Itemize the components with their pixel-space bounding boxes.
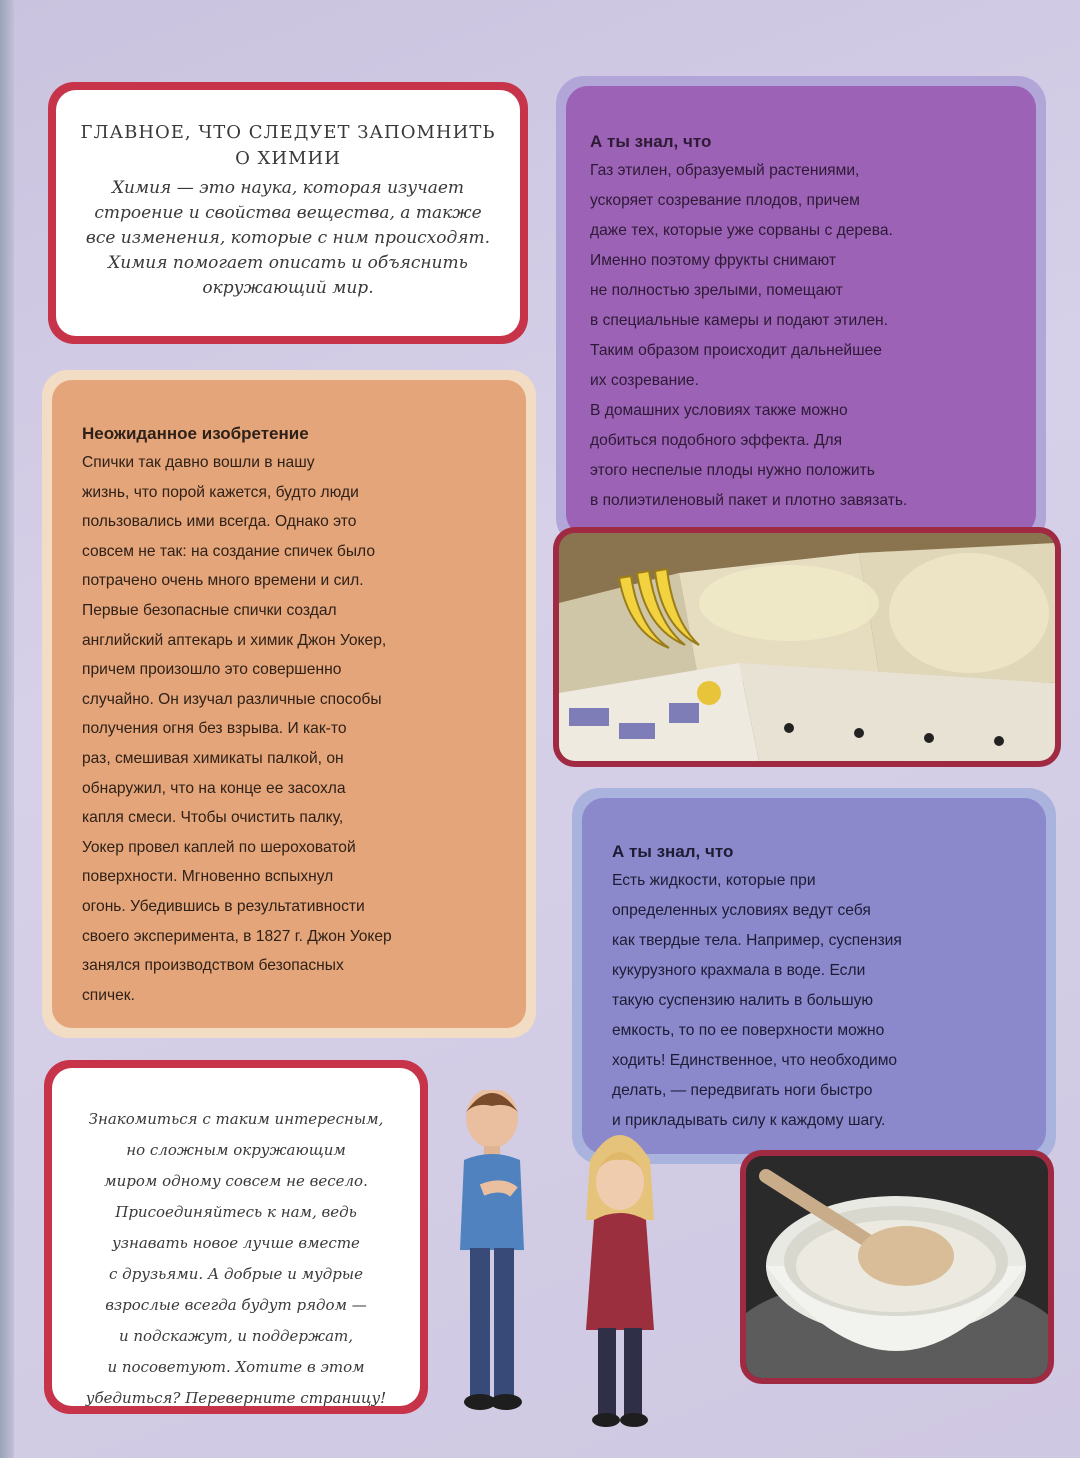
- key-fact-box: [48, 82, 528, 344]
- ethylene-fact-box: [556, 76, 1046, 546]
- page-edge: [0, 0, 14, 1458]
- invention-text: Спички так давно вошли в нашу жизнь, что порой кажется, будто люди пользовались ими всегда. Однако это совсем не так: на создание спичек было потрачено очень много времени и сил. Первые безопасные спички создал английский аптекарь и химик Джон Уокер, причем произошло это совершенно случайно. Он изучал различные способы получения огня без взрыва. И как-то раз, смешивая химикаты палкой, он обнаружил, что на конце ее засохла капля смеси. Чтобы очистить палку, Уокер провел каплей по шероховатой поверхности. Мгновенно вспыхнул огонь. Убедившись в результативности своего эксперимента, в 1827 г. Джон Уокер занялся производством безопасных спичек.: [82, 454, 392, 1004]
- ethylene-title: А ты знал, что: [590, 132, 712, 151]
- liquids-title: А ты знал, что: [612, 842, 734, 861]
- key-fact-text: Химия — это наука, которая изучает строение и свойства вещества, а также все изменения, которые с ним происходят. Химия помогает описать и объяснить окружающий мир.: [85, 178, 491, 298]
- liquids-text: Есть жидкости, которые при определенных условиях ведут себя как твердые тела. Например, суспензия кукурузного крахмала в воде. Если такую суспензию налить в большую емкость, то по ее поверхности можно ходить! Единственное, что необходимо делать, — передвигать ноги быстро и прикладывать силу к каждому шагу.: [612, 872, 902, 1129]
- invention-box: [42, 370, 536, 1038]
- girl-figure: [586, 1135, 654, 1427]
- bowl-illustration: [746, 1156, 1048, 1378]
- intro-note-box: [44, 1060, 428, 1414]
- boy-figure: [460, 1090, 524, 1410]
- starch-bowl-photo: [740, 1150, 1054, 1384]
- ethylene-text: Газ этилен, образуемый растениями, ускоряет созревание плодов, причем даже тех, которые уже сорваны с дерева. Именно поэтому фрукты снимают не полностью зрелыми, помещают в специальные камеры и подают этилен. Таким образом происходит дальнейшее их созревание. В домашних условиях также можно добиться подобного эффекта. Для этого неспелые плоды нужно положить в полиэтиленовый пакет и плотно завязать.: [590, 162, 908, 509]
- key-fact-heading: ГЛАВНОЕ, ЧТО СЛЕДУЕТ ЗАПОМНИТЬ О ХИМИИ: [80, 122, 496, 169]
- intro-note-text: Знакомиться с таким интересным, но сложным окружающим миром одному совсем не весело. Присоединяйтесь к нам, ведь узнавать новое лучше вместе с друзьями. А добрые и мудрые взрослые всегда будут рядом — и подскажут, и поддержат, и посоветуют. Хотите в этом убедиться? Переверните страницу!: [85, 1110, 387, 1407]
- kids-illustration: [440, 1090, 680, 1430]
- invention-title: Неожиданное изобретение: [82, 424, 309, 443]
- bananas-photo: [553, 527, 1061, 767]
- bananas-illustration: [559, 533, 1055, 761]
